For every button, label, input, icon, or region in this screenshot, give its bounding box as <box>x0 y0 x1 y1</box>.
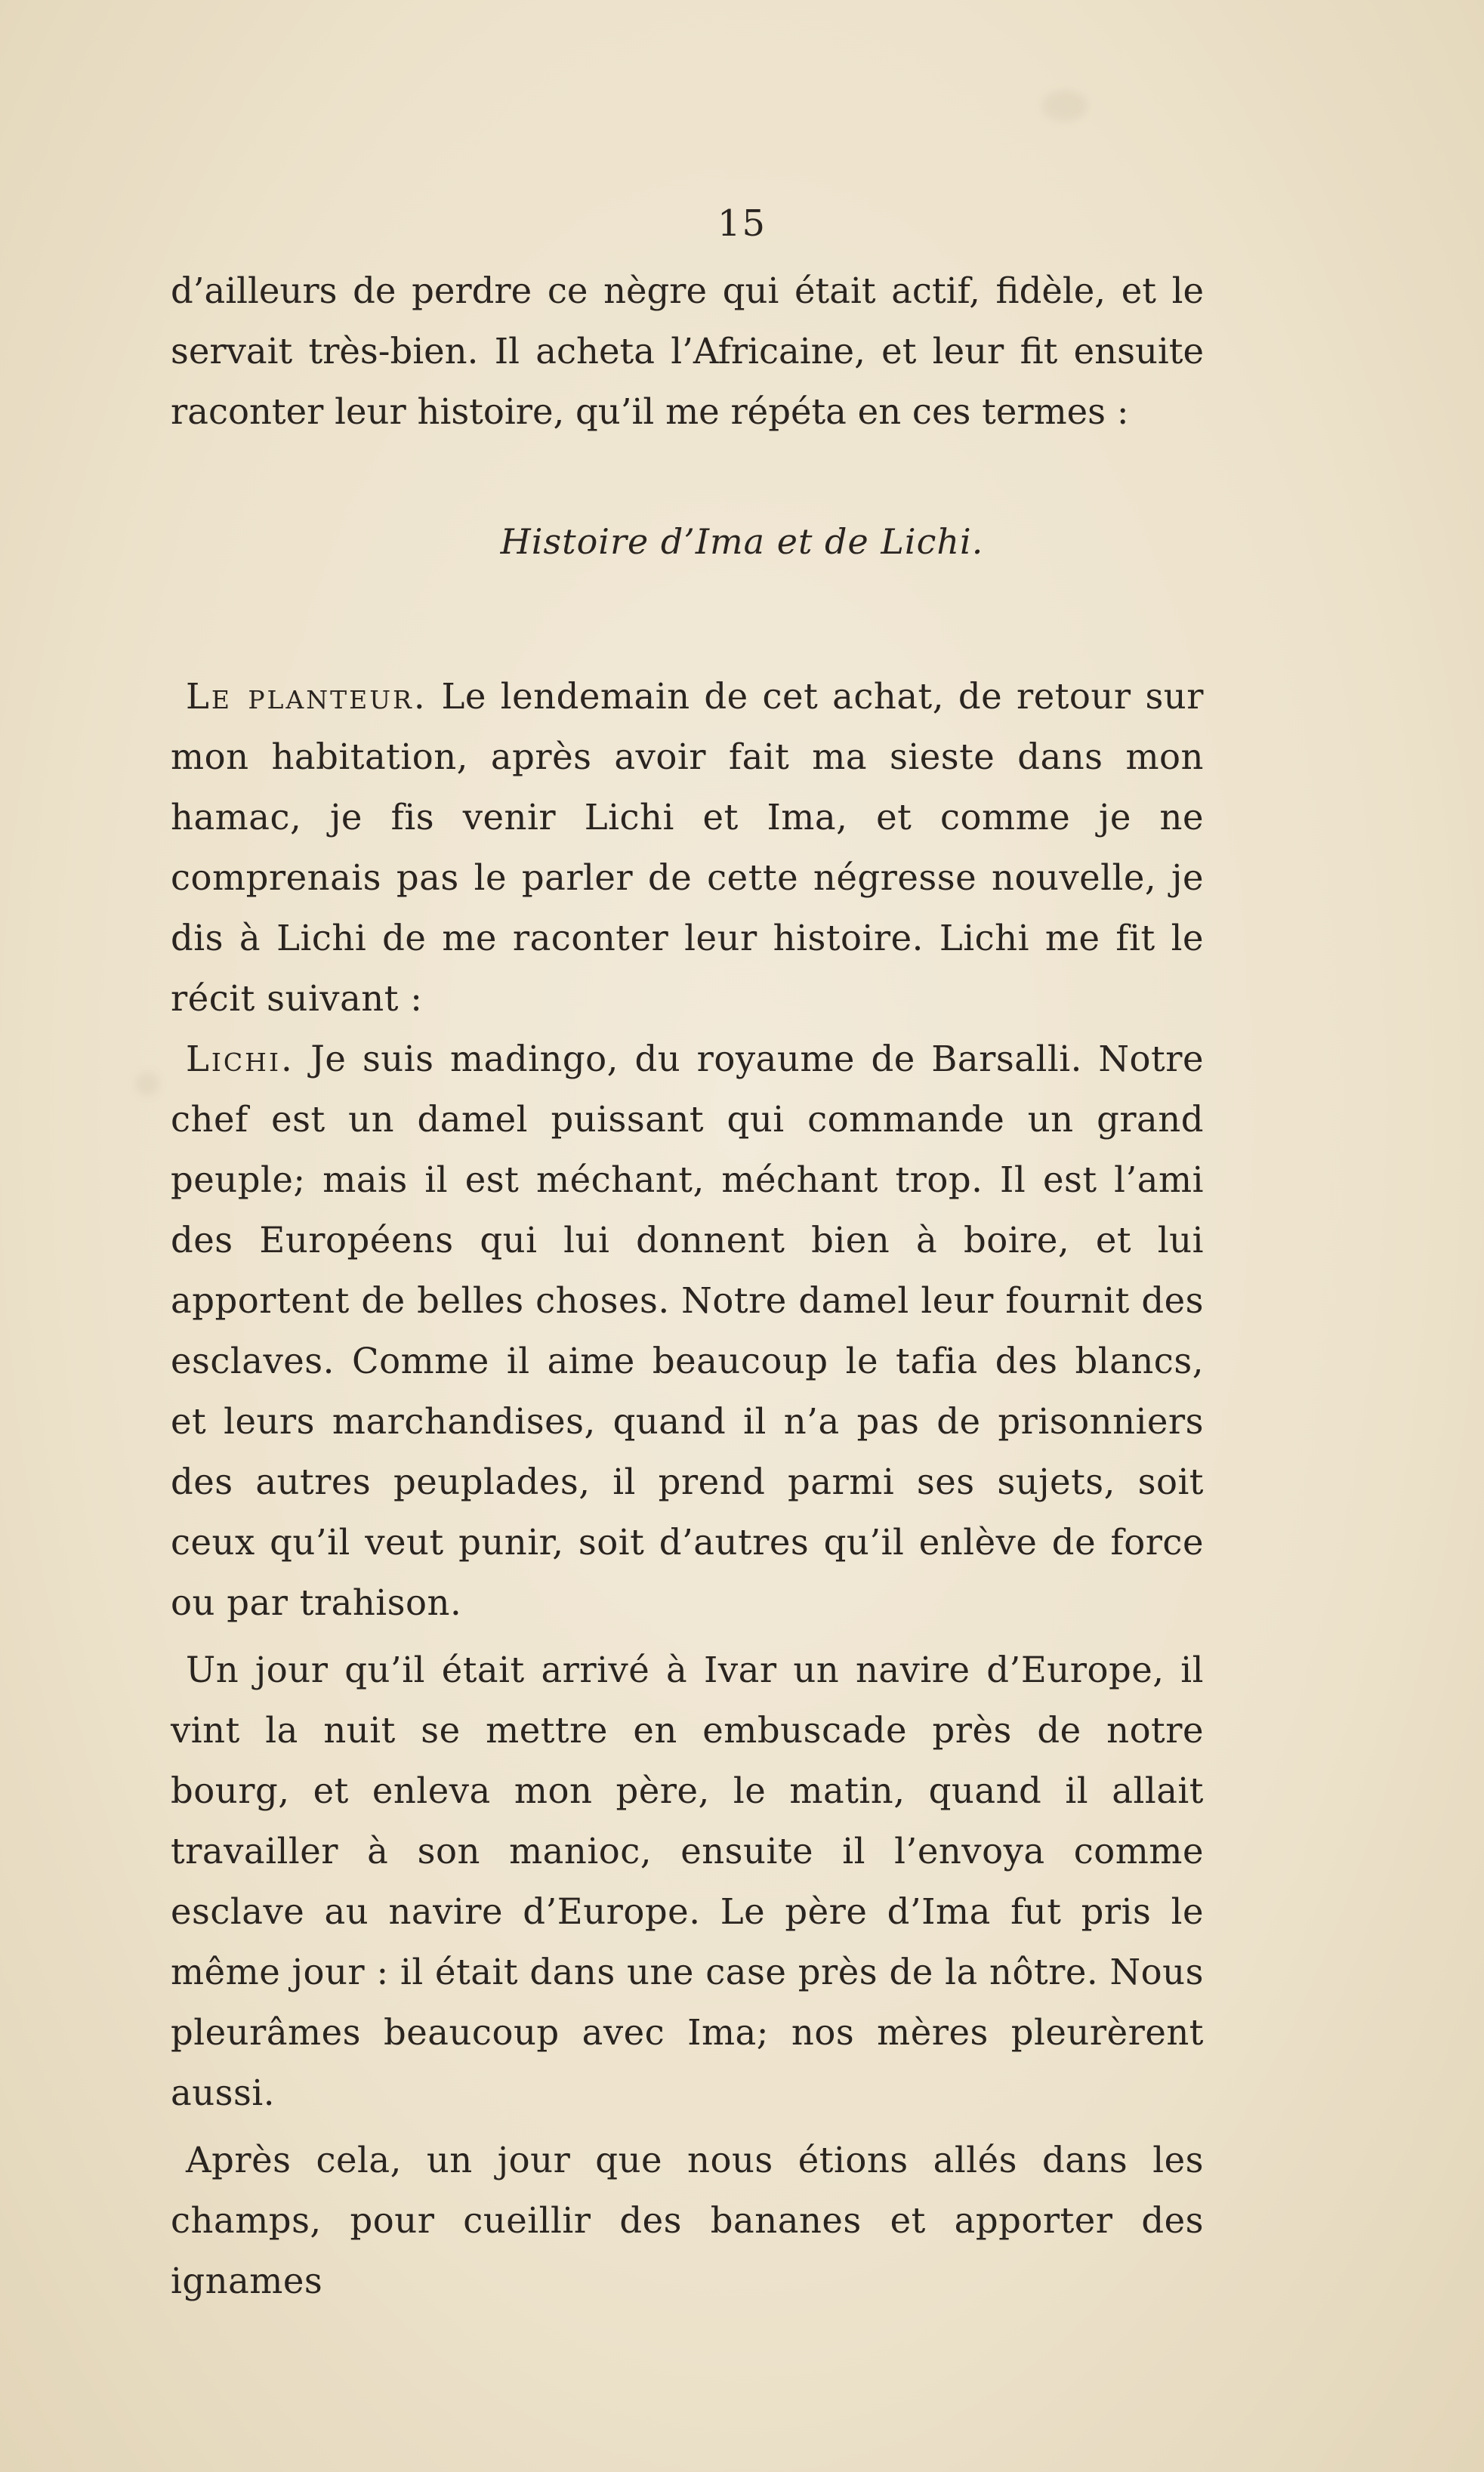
paragraph-planteur <box>171 666 1204 1029</box>
paragraph-text: Après cela, un jour que nous étions allés dans les champs, pour cueillir des bananes et apporter des ignames <box>171 2140 1204 2301</box>
story-text <box>171 666 1204 2311</box>
paragraph-text: Un jour qu’il était arrivé à Ivar un navire d’Europe, il vint la nuit se mettre en embuscade près de notre bourg, et enleva mon père, le matin, quand il allait travailler à son manioc, ensuite il l’envoya comme esclave au navire d’Europe. Le père d’Ima fut pris le même jour : il était dans une case près de la nôtre. Nous pleurâmes beaucoup avec Ima; nos mères pleurèrent aussi. <box>171 1650 1204 2113</box>
section-title: Histoire d’Ima et de Lichi. <box>500 521 984 562</box>
speaker-label: Lichi. <box>186 1038 295 1079</box>
speaker-label: Le planteur. <box>186 676 427 717</box>
paragraph <box>171 1640 1204 2123</box>
paragraph <box>171 2130 1204 2311</box>
paper-stain <box>136 1072 159 1095</box>
paragraph-text: Le lendemain de cet achat, de retour sur mon habitation, après avoir fait ma sieste dans mon hamac, je fis venir Lichi et Ima, et comme je ne comprenais pas le parler de cette négresse nouvelle, je dis à Lichi de me raconter leur histoire. Lichi me fit le récit suivant : <box>171 676 1204 1019</box>
page-number: 15 <box>717 202 767 245</box>
paragraph-text: Je suis madingo, du royaume de Barsalli. Notre chef est un damel puissant qui commande un grand peuple; mais il est méchant, méchant trop. Il est l’ami des Européens qui lui donnent bien à boire, et lui apportent de belles choses. Notre damel leur fournit des esclaves. Comme il aime beaucoup le tafia des blancs, et leurs marchandises, quand il n’a pas de prisonniers des autres peuplades, il prend parmi ses sujets, soit ceux qu’il veut punir, soit d’autres qu’il enlève de force ou par trahison. <box>171 1038 1204 1623</box>
paper-stain <box>1042 91 1088 121</box>
paragraph-lichi <box>171 1029 1204 1633</box>
intro-paragraph: d’ailleurs de perdre ce nègre qui était actif, fidèle, et le servait très-bien. Il acheta l’Africaine, et leur fit ensuite raconter leur histoire, qu’il me répéta en ces termes : <box>171 270 1204 432</box>
